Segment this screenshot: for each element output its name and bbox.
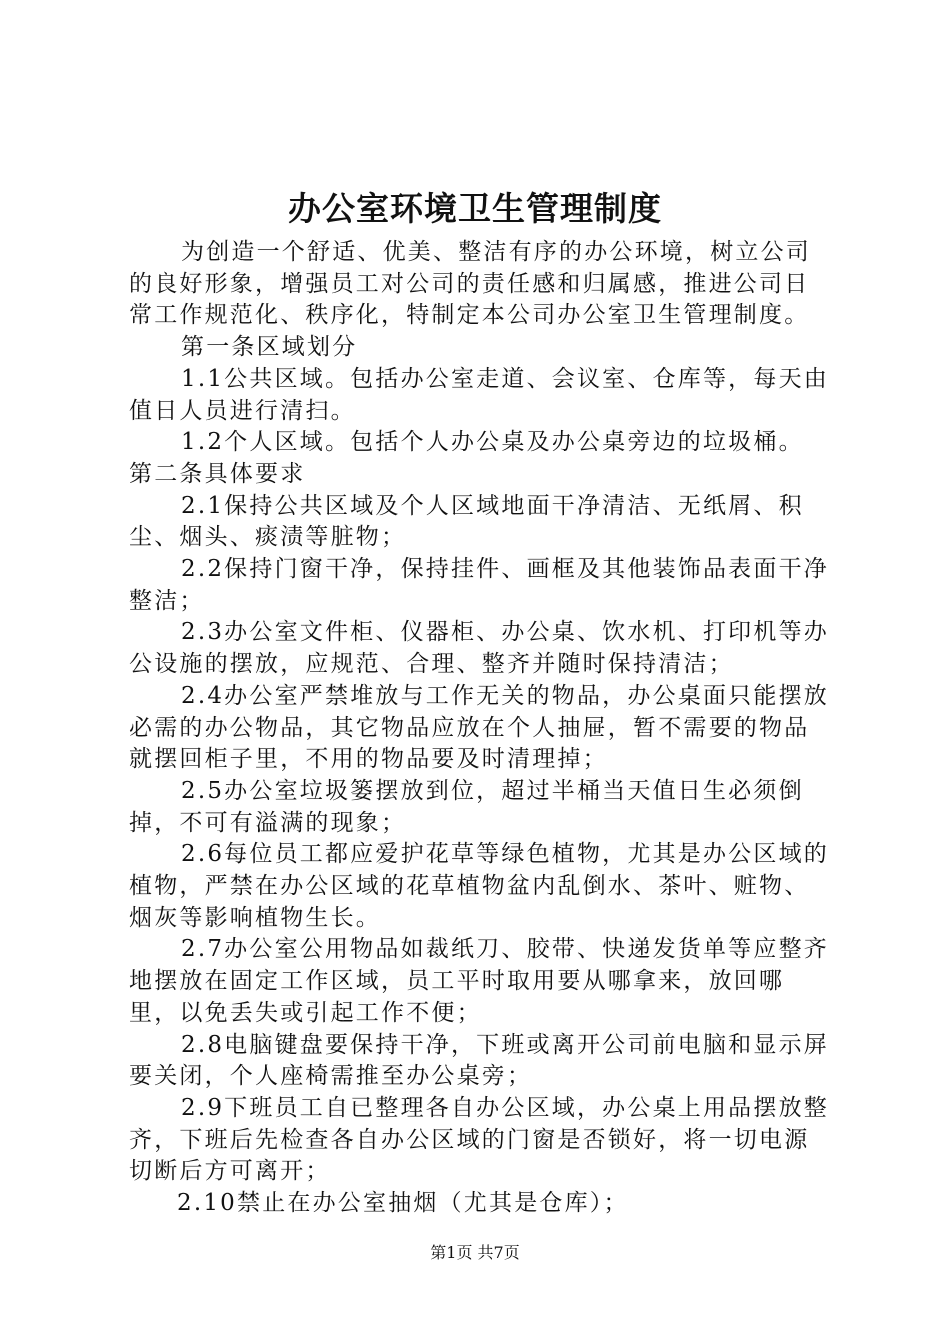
page-footer: 第1页 共7页 (430, 1243, 520, 1262)
clause-2-10: 2.10禁止在办公室抽烟（尤其是仓库）； (177, 1190, 629, 1217)
clause-2-7: 2.7办公室公用物品如裁纸刀、胶带、快递发货单等应整齐地摆放在固定工作区域，员工平时取用要从哪拿来，放回哪里，以免丢失或引起工作不便； (129, 936, 829, 1026)
section-heading-2: 第二条具体要求 (129, 460, 306, 487)
intro-paragraph: 为创造一个舒适、优美、整洁有序的办公环境，树立公司的良好形象，增强员工对公司的责任感和归属感，推进公司日常工作规范化、秩序化，特制定本公司办公室卫生管理制度。 (129, 239, 811, 329)
document-body (129, 237, 834, 1220)
clause-2-4: 2.4办公室严禁堆放与工作无关的物品，办公桌面只能摆放必需的办公物品，其它物品应放在个人抽屉，暂不需要的物品就摆回柜子里，不用的物品要及时清理掉； (129, 682, 829, 773)
clause-2-9: 2.9下班员工自已整理各自办公区域，办公桌上用品摆放整齐，下班后先检查各自办公区域的门窗是否锁好，将一切电源切断后方可离开； (129, 1094, 829, 1185)
clause-2-3: 2.3办公室文件柜、仪器柜、办公桌、饮水机、打印机等办公设施的摆放，应规范、合理、整齐并随时保持清洁； (129, 619, 829, 678)
clause-2-2: 2.2保持门窗干净，保持挂件、画框及其他装饰品表面干净整洁； (129, 556, 829, 614)
section-heading-1: 第一条区域划分 (181, 334, 358, 361)
clause-2-1: 2.1保持公共区域及个人区域地面干净清洁、无纸屑、积尘、烟头、痰渍等脏物； (129, 492, 804, 551)
document-title: 办公室环境卫生管理制度 (288, 189, 662, 228)
clause-2-6: 2.6每位员工都应爱护花草等绿色植物，尤其是办公区域的植物，严禁在办公区域的花草植物盆内乱倒水、茶叶、赃物、烟灰等影响植物生长。 (129, 841, 829, 931)
clause-1-1: 1.1公共区域。包括办公室走道、会议室、仓库等，每天由值日人员进行清扫。 (129, 365, 829, 424)
clause-2-8: 2.8电脑键盘要保持干净，下班或离开公司前电脑和显示屏要关闭，个人座椅需推至办公桌旁； (129, 1031, 829, 1090)
clause-1-2: 1.2个人区域。包括个人办公桌及办公桌旁边的垃圾桶。 (181, 429, 804, 456)
clause-2-5: 2.5办公室垃圾篓摆放到位，超过半桶当天值日生必须倒掉，不可有溢满的现象； (129, 777, 804, 836)
